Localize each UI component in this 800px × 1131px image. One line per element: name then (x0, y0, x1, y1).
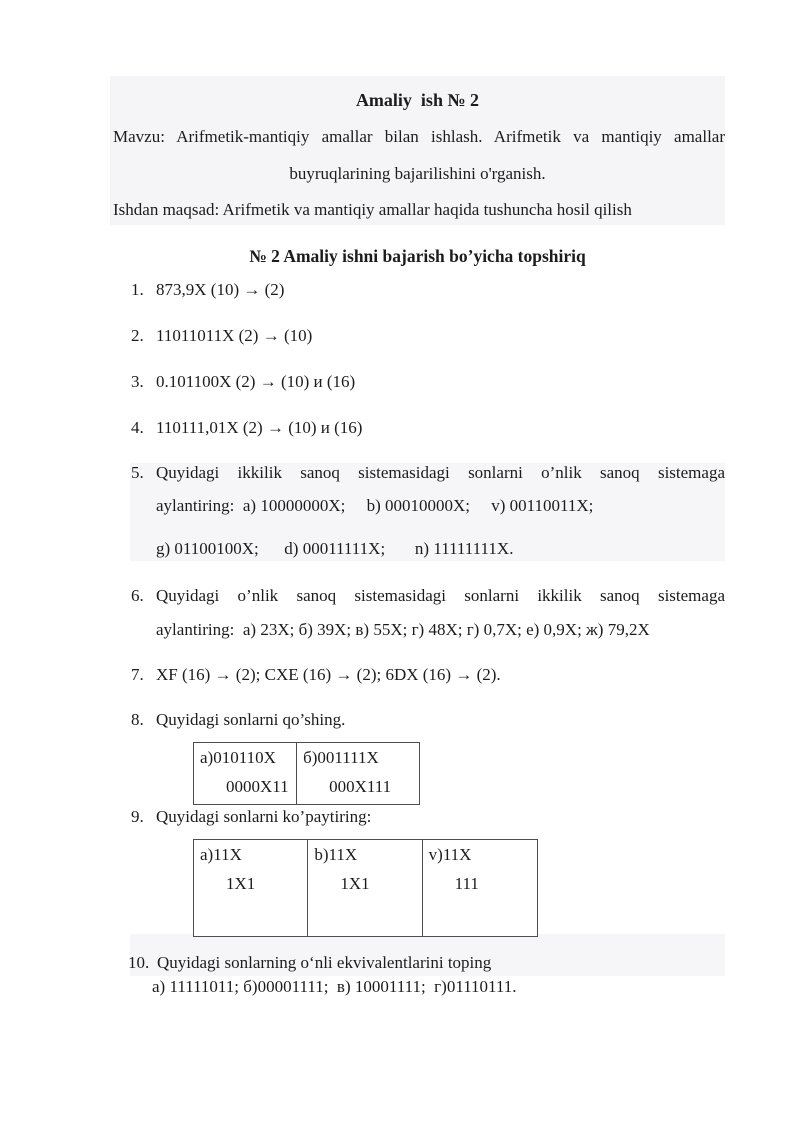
mavzu-line-2: buyruqlarining bajarilishini o'rganish. (289, 164, 546, 183)
task-6-line-2: aylantiring: a) 23X; б) 39X; в) 55X; г) 48X; г) 0,7X; e) 0,9X; ж) 79,2X (156, 620, 650, 639)
multiplication-cell-a (194, 840, 308, 936)
addition-cell-b (297, 743, 419, 804)
mavzu-line-1: Mavzu: Arifmetik-mantiqiy amallar bilan ishlash. Arifmetik va mantiqiy amallar (113, 127, 725, 146)
task-5-line-1: Quyidagi ikkilik sanoq sistemasidagi sonlarni o’nlik sanoq sistemaga (156, 463, 725, 482)
task-5-line-3: g) 01100100X; d) 00011111X; n) 11111111X. (156, 539, 514, 558)
task-7-text: XF (16) → (2); CXE (16) → (2); 6DX (16) → (2). (156, 665, 501, 684)
addition-cell-a-line2: 0000X11 (226, 777, 289, 796)
maqsad-text: Ishdan maqsad: Arifmetik va mantiqiy amallar haqida tushuncha hosil qilish (113, 200, 632, 219)
addition-table (193, 742, 420, 805)
task-4-text: 110111,01X (2) → (10) и (16) (156, 418, 363, 437)
addition-cell-b-line1: б)001111X (303, 748, 379, 767)
multiplication-cell-b (308, 840, 422, 936)
addition-cell-a (194, 743, 297, 804)
task-1-number: 1. (131, 280, 144, 299)
task-5-line-2: aylantiring: a) 10000000X; b) 00010000X; v) 00110011X; (156, 496, 594, 515)
task-8-number: 8. (131, 710, 144, 729)
multiplication-cell-b-line2: 1X1 (340, 874, 370, 893)
task-3-text: 0.101100X (2) → (10) и (16) (156, 372, 356, 391)
task-7-number: 7. (131, 665, 144, 684)
task-10-line-2: a) 11111011; б)00001111; в) 10001111; г)01110111. (152, 977, 517, 996)
multiplication-cell-a-line1: a)11X (200, 845, 242, 864)
multiplication-cell-b-line1: b)11X (314, 845, 358, 864)
task-6-number: 6. (131, 586, 144, 605)
multiplication-cell-v-line1: v)11X (428, 845, 472, 864)
doc-title: Amaliy ish № 2 (355, 90, 480, 110)
section-title: № 2 Amaliy ishni bajarish bo’yicha topshiriq (249, 246, 586, 266)
multiplication-table (193, 839, 538, 937)
multiplication-cell-v (423, 840, 537, 936)
addition-cell-a-line1: a)010110X (200, 748, 276, 767)
task-9-number: 9. (131, 807, 144, 826)
task-2-number: 2. (131, 326, 144, 345)
multiplication-cell-v-line2: 111 (454, 874, 479, 893)
task-2-text: 11011011X (2) → (10) (156, 326, 313, 345)
task-5-number: 5. (131, 463, 144, 482)
task-1-text: 873,9X (10) → (2) (156, 280, 285, 299)
task-4-number: 4. (131, 418, 144, 437)
task-9-text: Quyidagi sonlarni ko’paytiring: (156, 807, 372, 826)
task-3-number: 3. (131, 372, 144, 391)
task-8-text: Quyidagi sonlarni qo’shing. (156, 710, 346, 729)
addition-cell-b-line2: 000X111 (329, 777, 392, 796)
task-10-number: 10. (128, 953, 150, 972)
task-10-line-1: Quyidagi sonlarning o‘nli ekvivalentlarini toping (157, 953, 492, 972)
multiplication-cell-a-line2: 1X1 (226, 874, 256, 893)
task-6-line-1: Quyidagi o’nlik sanoq sistemasidagi sonlarni ikkilik sanoq sistemaga (156, 586, 725, 605)
